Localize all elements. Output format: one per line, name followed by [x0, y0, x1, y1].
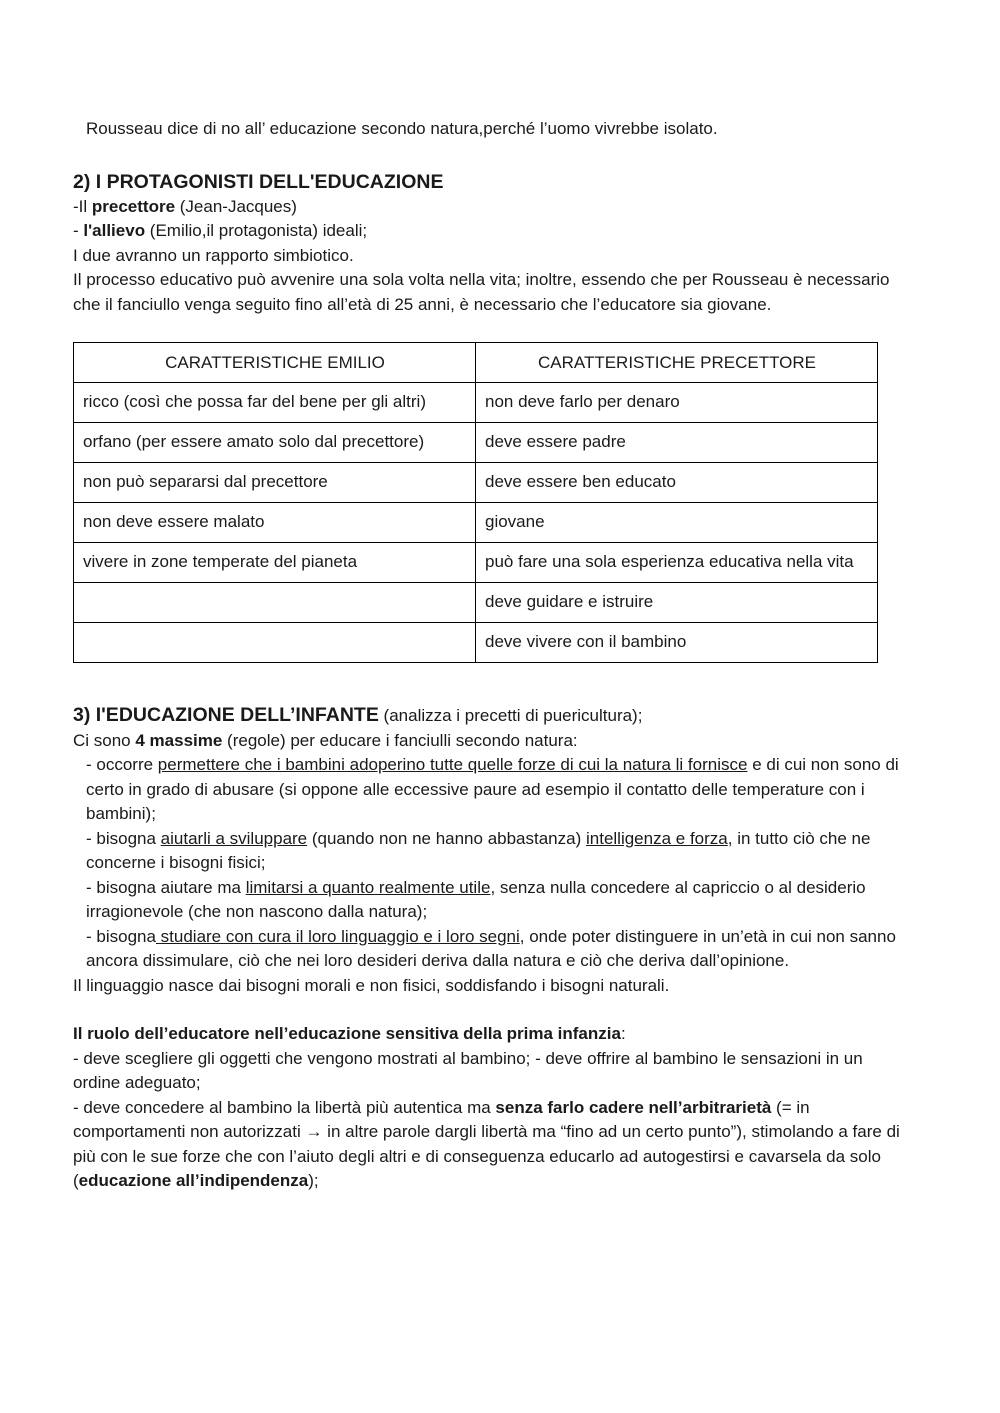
item-text: e di cui non sono di certo in grado di abusare (si oppone alle eccessive paure ad esempio il contatto delle temperature con i bambini);: [86, 755, 899, 823]
table-cell: deve guidare e istruire: [476, 583, 878, 623]
section-2: [73, 169, 913, 318]
item-text: , senza nulla concedere al capriccio o al desiderio irragionevole (che non nascono dalla natura);: [86, 877, 866, 921]
intro-line: Rousseau dice di no all’ educazione secondo natura,perché l’uomo vivrebbe isolato.: [86, 119, 718, 138]
table-cell: non deve essere malato: [74, 503, 476, 543]
section-2-title: 2) I PROTAGONISTI DELL'EDUCAZIONE: [73, 170, 444, 193]
massime-intro-post: (regole) per educare i fanciulli secondo natura:: [222, 730, 578, 750]
document-page: [73, 117, 913, 1194]
ruolo-line-2: [73, 1096, 913, 1194]
table-cell: [74, 623, 476, 663]
allievo-term: l'allievo: [83, 221, 146, 240]
table-cell: giovane: [476, 503, 878, 543]
allievo-note: (Emilio,il protagonista) ideali;: [145, 221, 368, 240]
item-text: (quando non ne hanno abbastanza): [307, 828, 586, 848]
ruolo-heading: [73, 1022, 913, 1047]
ruolo-text: (= in comportamenti non autorizzati → in altre parole dargli libertà ma “fino ad un certo punto”), stimolando a fare di più con le sue forze che con l’aiuto degli altri e di conseguenza educarlo ad autogestirsi e cavarsela da solo (: [73, 1097, 900, 1190]
table-header-row: [74, 343, 878, 383]
item-text: , in tutto ciò che ne concerne i bisogni fisici;: [86, 828, 871, 872]
characteristics-table: [73, 342, 878, 663]
table-row: [74, 543, 878, 583]
item-text: - bisogna: [86, 828, 161, 848]
precettore-line: [73, 195, 913, 220]
table-row: [74, 423, 878, 463]
table-row: [74, 383, 878, 423]
ruolo-colon: :: [620, 1024, 626, 1043]
table-cell: non può separarsi dal precettore: [74, 463, 476, 503]
header-precettore: CARATTERISTICHE PRECETTORE: [476, 343, 878, 383]
table-row: [74, 583, 878, 623]
rapporto-line: I due avranno un rapporto simbiotico.: [73, 245, 354, 265]
precettore-prefix: -Il: [73, 196, 92, 216]
table-cell: vivere in zone temperate del pianeta: [74, 543, 476, 583]
table-row: [74, 623, 878, 663]
table-cell: orfano (per essere amato solo dal precettore): [74, 423, 476, 463]
table-row: [74, 463, 878, 503]
table-cell: deve essere padre: [476, 423, 878, 463]
table-cell: deve essere ben educato: [476, 463, 878, 503]
item-underlined: studiare con cura il loro linguaggio e i loro segni: [155, 926, 520, 946]
massime-intro-pre: Ci sono: [73, 730, 136, 750]
allievo-line: [73, 219, 913, 244]
list-item: [86, 925, 913, 974]
item-underlined: permettere che i bambini adoperino tutte quelle forze di cui la natura li fornisce: [157, 755, 748, 774]
item-underlined: intelligenza e forza: [585, 828, 728, 848]
item-text: - bisogna aiutare ma: [86, 877, 246, 897]
ruolo-line-1: - deve scegliere gli oggetti che vengono mostrati al bambino; - deve offrire al bambino le sensazioni in un ordine adeguato;: [73, 1048, 863, 1092]
massime-intro: [73, 729, 913, 754]
item-text: - occorre: [86, 755, 158, 774]
section-3-note: (analizza i precetti di puericultura);: [378, 706, 643, 725]
section-3: [73, 702, 913, 998]
processo-paragraph: Il processo educativo può avvenire una sola volta nella vita; inoltre, essendo che per Rousseau è necessario che il fanciullo venga seguito fino all’età di 25 anni, è necessario che l’educatore sia giovane.: [73, 270, 890, 314]
item-text: - bisogna: [86, 926, 156, 946]
table-cell: può fare una sola esperienza educativa nella vita: [476, 543, 878, 583]
spacer: [73, 998, 913, 1022]
linguaggio-line: Il linguaggio nasce dai bisogni morali e non fisici, soddisfando i bisogni naturali.: [73, 975, 670, 995]
table-cell: non deve farlo per denaro: [476, 383, 878, 423]
section-3-title: 3) I'EDUCAZIONE DELL’INFANTE: [73, 704, 379, 726]
table-cell: ricco (così che possa far del bene per gli altri): [74, 383, 476, 423]
ruolo-title: Il ruolo dell’educatore nell’educazione sensitiva della prima infanzia: [73, 1024, 621, 1043]
item-underlined: aiutarli a sviluppare: [160, 828, 308, 848]
ruolo-text: );: [308, 1171, 319, 1190]
ruolo-text: - deve concedere al bambino la libertà più autentica ma: [73, 1097, 496, 1117]
ruolo-bold: senza farlo cadere nell’arbitrarietà: [495, 1097, 772, 1117]
item-underlined: limitarsi a quanto realmente utile: [245, 877, 491, 897]
header-emilio: CARATTERISTICHE EMILIO: [74, 343, 476, 383]
table-row: [74, 503, 878, 543]
list-item: [86, 753, 913, 827]
massime-count: 4 massime: [135, 730, 223, 750]
allievo-prefix: -: [73, 221, 84, 240]
table-cell: deve vivere con il bambino: [476, 623, 878, 663]
list-item: [86, 827, 913, 876]
table-cell: [74, 583, 476, 623]
ruolo-section: [73, 1022, 913, 1194]
item-text: , onde poter distinguere in un’età in cui non sanno ancora dissimulare, ciò che nei loro desideri deriva dalla natura e ciò che deriva dall’opinione.: [86, 926, 896, 970]
ruolo-bold: educazione all’indipendenza: [78, 1171, 309, 1190]
list-item: [86, 876, 913, 925]
precettore-term: precettore: [91, 196, 176, 216]
massime-list: [73, 753, 913, 974]
section-3-heading: [73, 702, 913, 729]
precettore-note: (Jean-Jacques): [175, 196, 297, 216]
